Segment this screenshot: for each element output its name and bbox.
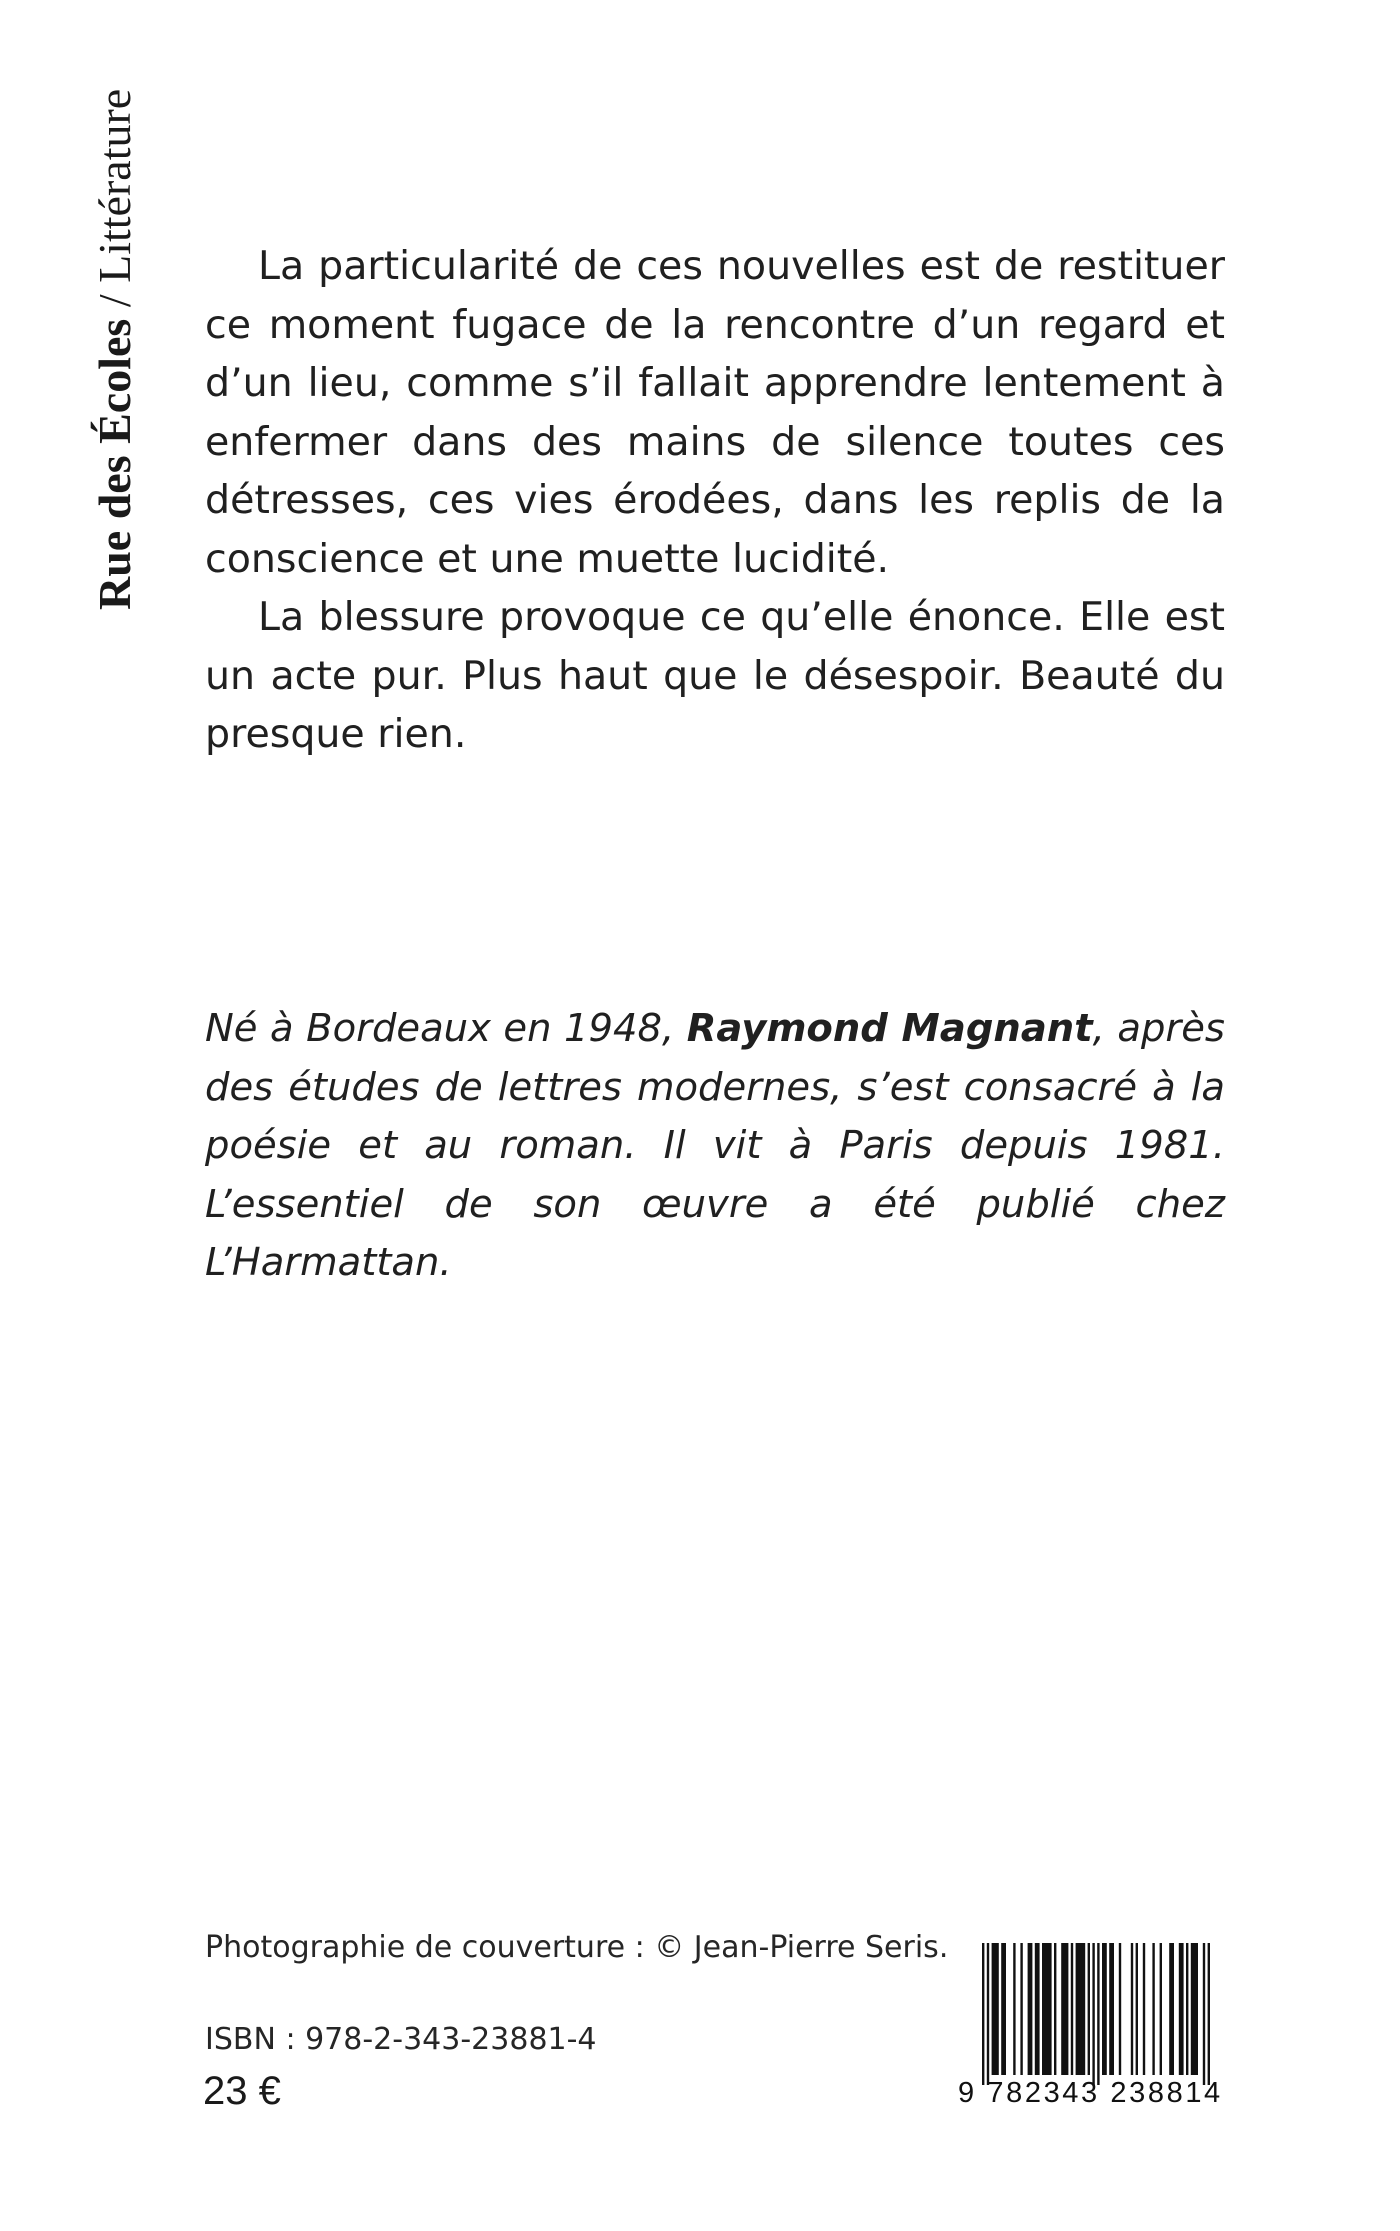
spine-separator: /: [89, 282, 140, 319]
photo-credit: Photographie de couverture : © Jean-Pierre Seris.: [205, 1930, 949, 1965]
barcode-bar: [1061, 1943, 1068, 2075]
back-cover-blurb: [205, 237, 1225, 764]
blurb-paragraph-1: La particularité de ces nouvelles est de restituer ce moment fugace de la rencontre d’un regard et d’un lieu, comme s’il fallait apprendre lentement à enfermer dans des mains de silence toutes ces détresses, ces vies érodées, dans les replis de la conscience et une muette lucidité.: [205, 243, 1225, 582]
barcode-bar: [1054, 1943, 1056, 2075]
barcode-bar: [1042, 1943, 1052, 2075]
category-name: Littérature: [89, 88, 140, 283]
barcode-bar: [1119, 1943, 1121, 2075]
barcode-bar: [1035, 1943, 1040, 2075]
barcode-bar: [1152, 1943, 1154, 2075]
barcode-bar: [1191, 1943, 1198, 2075]
barcode-bar: [1102, 1943, 1107, 2075]
barcode-bar: [987, 1943, 989, 2085]
bio-lead: Né à Bordeaux en 1948,: [205, 1006, 687, 1051]
barcode-bar: [1092, 1943, 1094, 2085]
barcode-bar: [1143, 1943, 1145, 2075]
barcode-bar: [1203, 1943, 1205, 2085]
series-name: Rue des Écoles: [89, 318, 140, 610]
barcode-bar: [1001, 1943, 1006, 2075]
barcode: [958, 1943, 1221, 2119]
barcode-bar: [1208, 1943, 1210, 2085]
barcode-bar: [1076, 1943, 1086, 2075]
barcode-bar: [1097, 1943, 1099, 2085]
isbn: ISBN : 978-2-343-23881-4: [205, 2022, 597, 2057]
blurb-paragraph-2: La blessure provoque ce qu’elle énonce. Elle est un acte pur. Plus haut que le désespoir. Beauté du presque rien.: [205, 594, 1225, 757]
barcode-bar: [1013, 1943, 1015, 2075]
barcode-bar: [982, 1943, 984, 2085]
barcode-bar: [1186, 1943, 1188, 2075]
barcode-bar: [1020, 1943, 1022, 2075]
barcode-bar: [1160, 1943, 1162, 2075]
author-name: Raymond Magnant: [686, 1006, 1093, 1051]
barcode-bar: [992, 1943, 999, 2075]
spine-title: [89, 88, 140, 610]
bio-rest: , après des études de lettres modernes, s’est consacré à la poésie et au roman. Il vit à Paris depuis 1981. L’essentiel de son œuvre a été publié chez L’Harmattan.: [205, 1006, 1225, 1285]
barcode-bar: [1071, 1943, 1073, 2075]
barcode-bar: [1088, 1943, 1090, 2075]
barcode-bar: [1028, 1943, 1033, 2075]
barcode-bar: [1169, 1943, 1174, 2075]
barcode-bar: [1109, 1943, 1114, 2075]
barcode-bar: [1131, 1943, 1133, 2075]
price: 23 €: [203, 2069, 281, 2113]
barcode-bar: [1136, 1943, 1138, 2075]
author-bio: [205, 1000, 1225, 1293]
barcode-bar: [1179, 1943, 1184, 2075]
barcode-digits: 9 782343 238814: [958, 2077, 1223, 2109]
